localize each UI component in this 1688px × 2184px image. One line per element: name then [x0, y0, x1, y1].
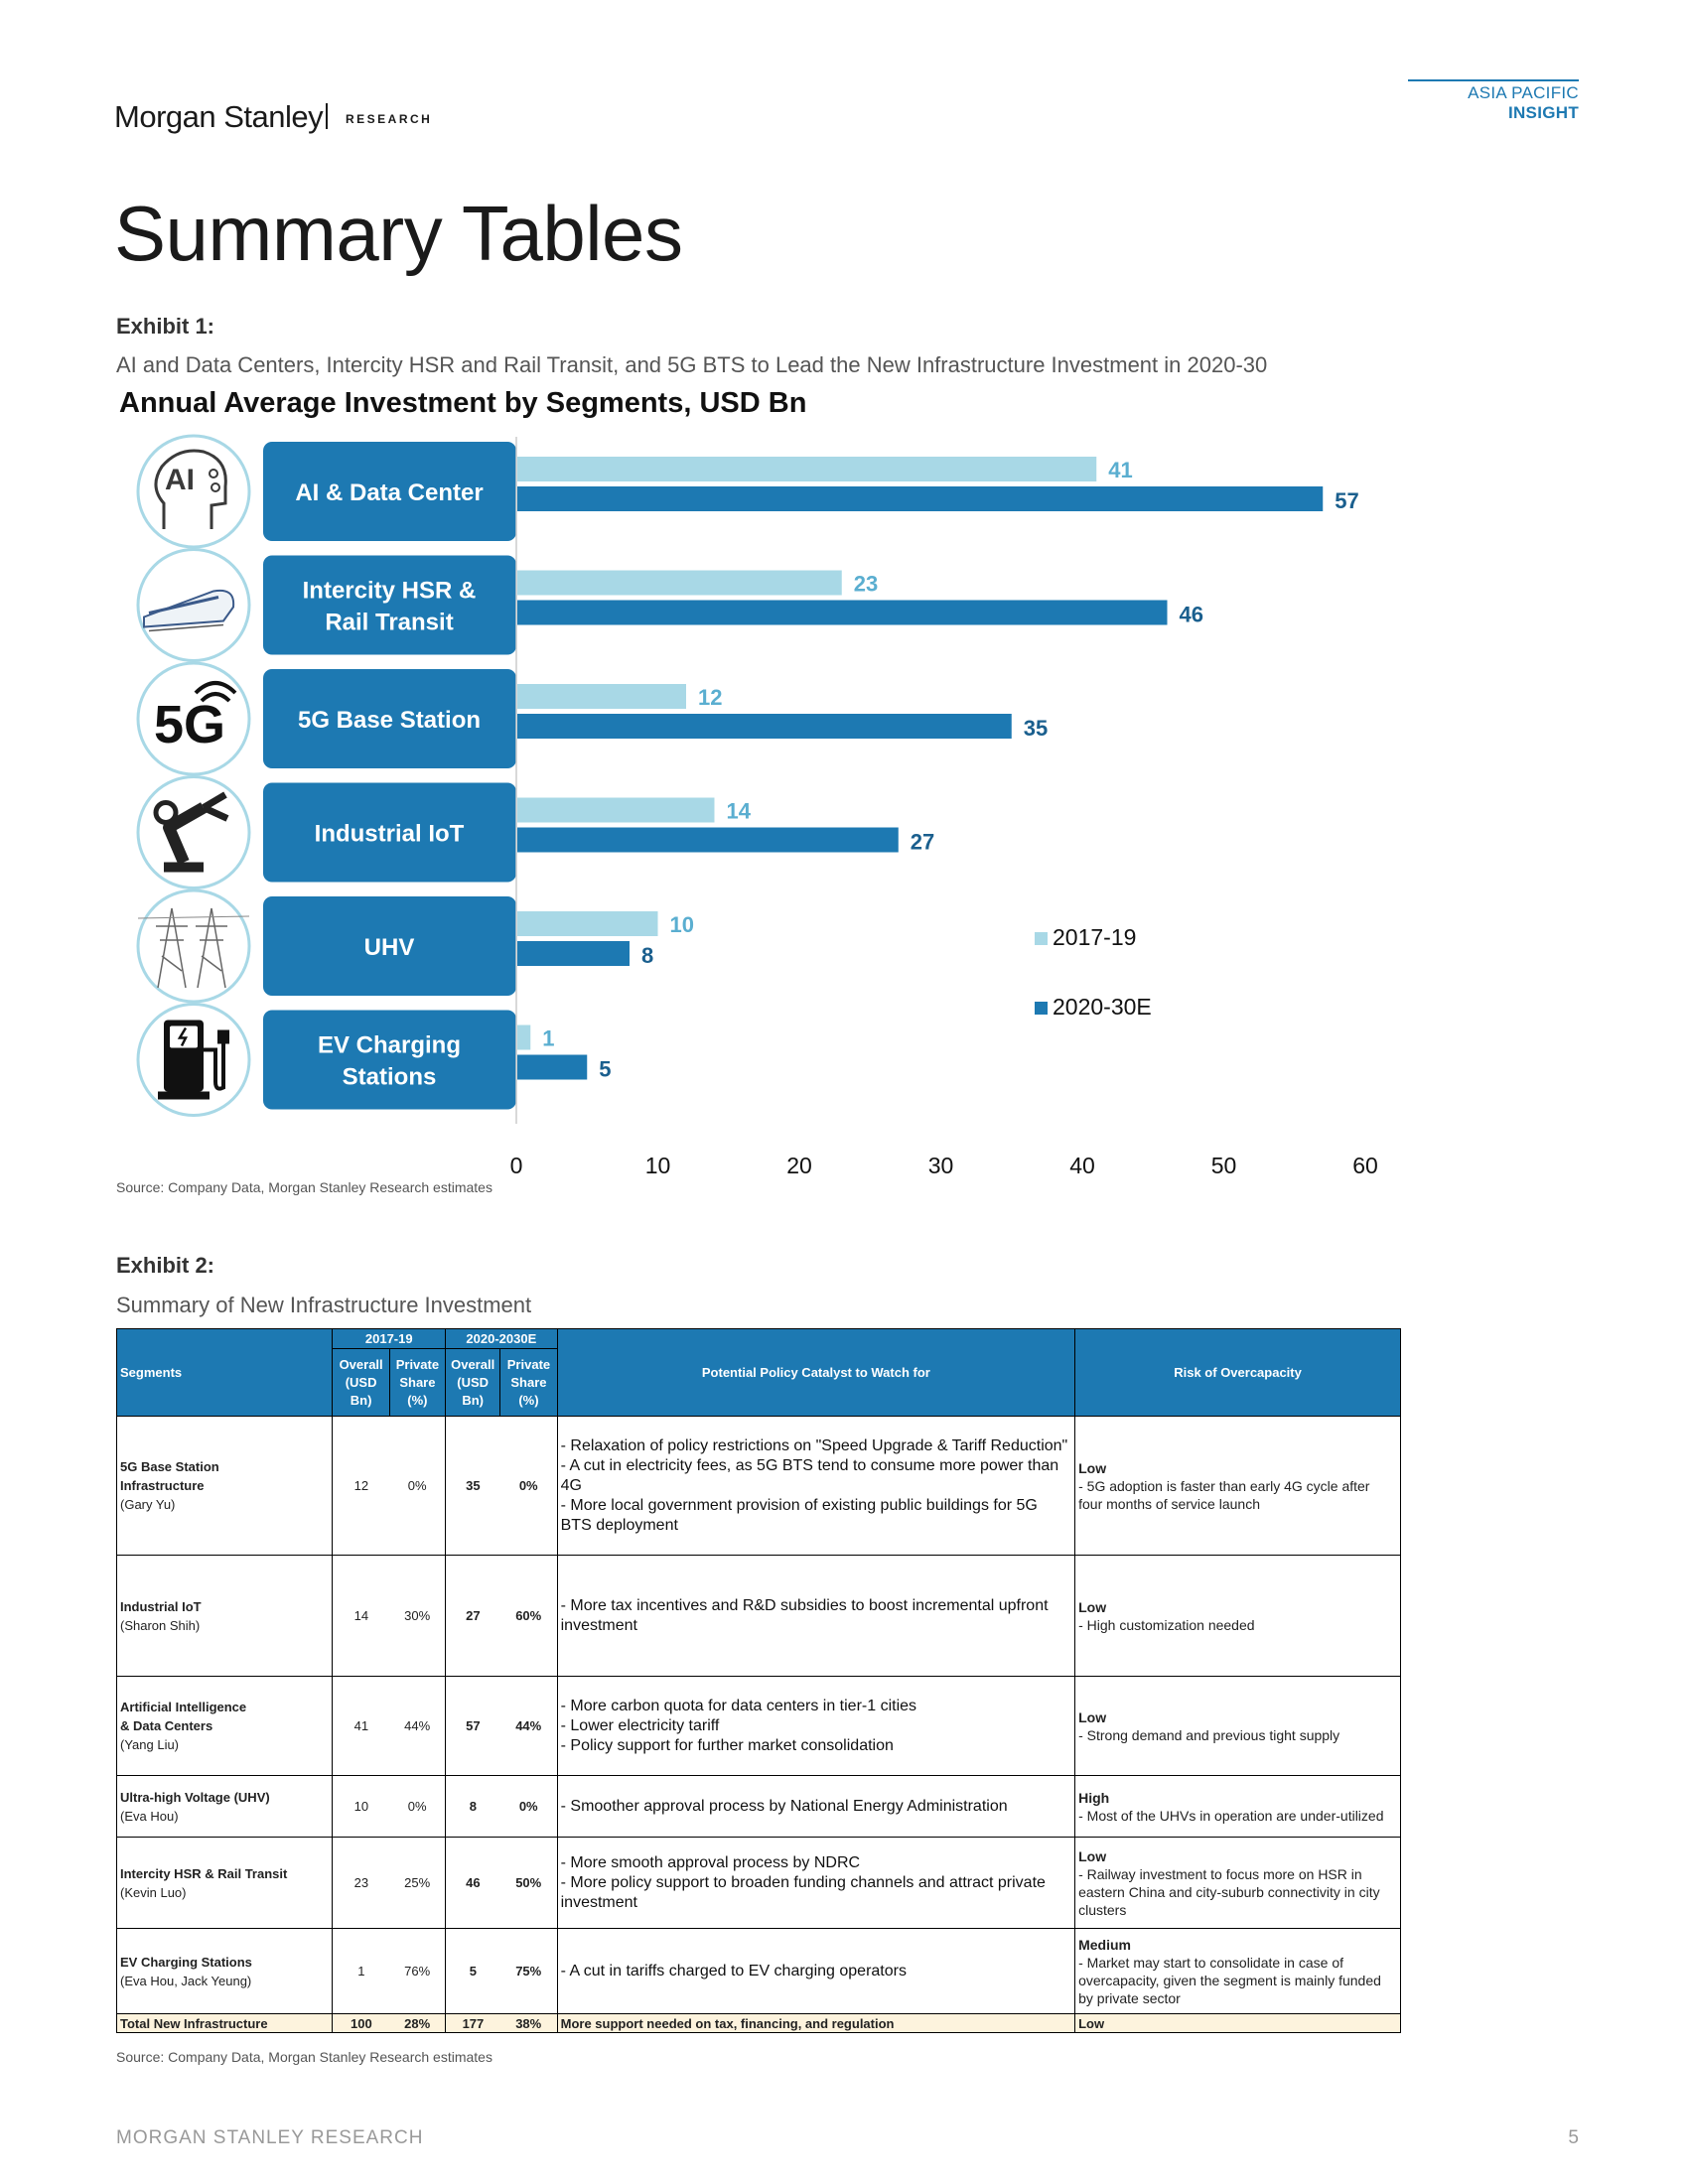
page-number: 5 [1568, 2127, 1579, 2148]
x-tick-label: 40 [1069, 1153, 1095, 1176]
data-label: 14 [726, 798, 751, 824]
segment-name: Infrastructure [120, 1478, 205, 1493]
table-row [117, 1677, 1401, 1776]
private-2020-30e: 75% [500, 1929, 557, 2014]
section-label: RESEARCH [346, 112, 433, 126]
analyst-name: (Kevin Luo) [120, 1884, 187, 1900]
total-segment: Total New Infrastructure [117, 2014, 333, 2033]
segment-name: 5G Base Station [120, 1459, 219, 1474]
private-2017-19: 0% [389, 1417, 445, 1556]
overall-2020-30e: 46 [446, 1838, 500, 1929]
data-label: 23 [853, 571, 879, 597]
x-tick-label: 30 [927, 1153, 954, 1176]
header-policy: Potential Policy Catalyst to Watch for [557, 1329, 1074, 1417]
data-label: 27 [910, 829, 935, 855]
x-tick-label: 60 [1352, 1153, 1378, 1176]
overall-2017-19: 10 [333, 1776, 389, 1838]
risk-cell [1075, 1838, 1401, 1929]
private-2017-19: 76% [389, 1929, 445, 2014]
private-2020-30e: 60% [500, 1556, 557, 1677]
robot-joint-icon [156, 803, 176, 823]
total-overall-2: 177 [446, 2014, 500, 2033]
table-row [117, 1929, 1401, 2014]
private-2017-19: 44% [389, 1677, 445, 1776]
risk-text: - 5G adoption is faster than early 4G cycle after four months of service launch [1078, 1477, 1370, 1512]
robot-base-icon [164, 863, 204, 873]
category-label: Intercity HSR & [302, 577, 477, 605]
category-label: Rail Transit [325, 609, 454, 636]
exhibit1-chart [114, 382, 1425, 1176]
policy-cell [557, 1776, 1074, 1838]
table-row [117, 1776, 1401, 1838]
policy-item: - Policy support for further market consolidation [560, 1736, 894, 1754]
policy-item: - More policy support to broaden funding channels and attract private investment [560, 1873, 1046, 1911]
segment-cell [117, 1417, 333, 1556]
chart-category-boxes [263, 442, 516, 1110]
brand-divider [326, 103, 328, 129]
footer-text: MORGAN STANLEY RESEARCH [116, 2127, 424, 2148]
data-label: 5 [599, 1056, 612, 1082]
risk-level: Low [1078, 1598, 1107, 1615]
segment-name: Ultra-high Voltage (UHV) [120, 1789, 270, 1805]
summary-table [116, 1328, 1401, 2033]
segment-cell [117, 1776, 333, 1838]
table-row [117, 1417, 1401, 1556]
risk-cell [1075, 1556, 1401, 1677]
insight-label [1408, 83, 1579, 123]
data-label: 1 [542, 1025, 555, 1051]
insight-rule [1408, 79, 1579, 81]
risk-text: - High customization needed [1078, 1616, 1255, 1633]
overall-2020-30e: 8 [446, 1776, 500, 1838]
table-total-row [117, 2014, 1401, 2033]
policy-item: - More carbon quota for data centers in tier-1 cities [560, 1697, 917, 1714]
segment-name: & Data Centers [120, 1718, 213, 1733]
private-2020-30e: 44% [500, 1677, 557, 1776]
table-row [117, 1556, 1401, 1677]
risk-text: - Railway investment to focus more on HSR in eastern China and city-suburb connectivity in city clusters [1078, 1865, 1380, 1918]
x-tick-label: 10 [644, 1153, 671, 1176]
header-period-2017-19: 2017-19 [333, 1329, 446, 1349]
risk-cell [1075, 1776, 1401, 1838]
total-overall-1: 100 [333, 2014, 389, 2033]
header-period-2020-2030e: 2020-2030E [446, 1329, 558, 1349]
bar-2020-30E-1 [517, 486, 1323, 511]
bar-2020-30E-6 [517, 1055, 587, 1080]
header-segments: Segments [117, 1329, 333, 1417]
category-box [263, 556, 516, 655]
header-private-2: Private Share (%) [500, 1349, 557, 1417]
page-title: Summary Tables [114, 190, 683, 277]
category-label: Industrial IoT [314, 820, 465, 848]
overall-2020-30e: 27 [446, 1556, 500, 1677]
segment-name: Artificial Intelligence [120, 1700, 247, 1714]
charger-plug-icon [217, 1030, 229, 1044]
risk-level: Low [1078, 1459, 1107, 1476]
exhibit2-source: Source: Company Data, Morgan Stanley Research estimates [116, 2049, 492, 2065]
overall-2020-30e: 5 [446, 1929, 500, 2014]
category-label: UHV [363, 934, 415, 961]
risk-cell [1075, 1929, 1401, 2014]
insight-word: INSIGHT [1507, 103, 1579, 122]
bar-2017-19-2 [517, 571, 842, 596]
analyst-name: (Eva Hou) [120, 1808, 179, 1824]
risk-cell [1075, 1417, 1401, 1556]
overall-2017-19: 12 [333, 1417, 389, 1556]
ai-icon-letters: AI [165, 464, 195, 496]
overall-2017-19: 23 [333, 1838, 389, 1929]
overall-2017-19: 1 [333, 1929, 389, 2014]
private-2020-30e: 0% [500, 1776, 557, 1838]
policy-item: - A cut in electricity fees, as 5G BTS tend to consume more power than 4G [560, 1456, 1059, 1494]
private-2017-19: 25% [389, 1838, 445, 1929]
exhibit2-subtitle: Summary of New Infrastructure Investment [116, 1293, 532, 1317]
legend-swatch [1035, 1002, 1048, 1015]
data-label: 8 [641, 943, 654, 968]
x-tick-label: 50 [1210, 1153, 1237, 1176]
segment-name: Industrial IoT [120, 1598, 202, 1614]
analyst-name: (Sharon Shih) [120, 1617, 201, 1633]
policy-item: - A cut in tariffs charged to EV charging operators [560, 1962, 907, 1979]
legend-label: 2017-19 [1053, 924, 1137, 950]
header-overall-1: Overall (USD Bn) [333, 1349, 389, 1417]
header-risk: Risk of Overcapacity [1075, 1329, 1401, 1417]
category-label: EV Charging [317, 1031, 462, 1059]
exhibit1-label: Exhibit 1: [116, 314, 215, 339]
policy-item: - Smoother approval process by National Energy Administration [560, 1797, 1008, 1815]
table-row [117, 1838, 1401, 1929]
risk-level: Low [1078, 1708, 1107, 1725]
analyst-name: (Gary Yu) [120, 1497, 176, 1512]
policy-item: - More tax incentives and R&D subsidies to boost incremental upfront investment [560, 1596, 1049, 1634]
chart-icons [138, 436, 249, 1116]
policy-cell [557, 1677, 1074, 1776]
segment-cell [117, 1677, 333, 1776]
legend-swatch [1035, 932, 1048, 945]
chart-bars [517, 457, 1359, 1082]
category-label: Stations [342, 1063, 437, 1091]
segment-cell [117, 1838, 333, 1929]
chart-ticks [510, 1153, 1378, 1176]
private-2020-30e: 0% [500, 1417, 557, 1556]
bar-2017-19-4 [517, 798, 715, 823]
overall-2020-30e: 57 [446, 1677, 500, 1776]
total-private-2: 38% [500, 2014, 557, 2033]
risk-level: Low [1078, 1847, 1107, 1864]
brand-logo: Morgan Stanley [114, 99, 324, 134]
legend-label: 2020-30E [1053, 994, 1152, 1020]
bar-2020-30E-3 [517, 714, 1012, 739]
overall-2020-30e: 35 [446, 1417, 500, 1556]
insight-region: ASIA PACIFIC [1468, 83, 1579, 102]
data-label: 57 [1335, 488, 1359, 513]
risk-cell [1075, 1677, 1401, 1776]
exhibit1-subtitle: AI and Data Centers, Intercity HSR and Rail Transit, and 5G BTS to Lead the New Infrastructure Investment in 2020-30 [116, 352, 1268, 377]
risk-level: Medium [1078, 1936, 1131, 1953]
risk-text: - Strong demand and previous tight supply [1078, 1726, 1340, 1743]
bar-2017-19-6 [517, 1025, 530, 1050]
policy-item: - Relaxation of policy restrictions on "Speed Upgrade & Tariff Reduction" [560, 1436, 1068, 1454]
bar-2020-30E-4 [517, 828, 899, 853]
category-label: AI & Data Center [295, 479, 484, 506]
x-tick-label: 20 [786, 1153, 812, 1176]
exhibit2-label: Exhibit 2: [116, 1253, 215, 1278]
total-policy: More support needed on tax, financing, and regulation [557, 2014, 1074, 2033]
segment-name: Intercity HSR & Rail Transit [120, 1865, 288, 1881]
data-label: 46 [1179, 602, 1203, 627]
header-private-1: Private Share (%) [389, 1349, 445, 1417]
segment-name: EV Charging Stations [120, 1954, 252, 1970]
data-label: 10 [669, 912, 694, 937]
data-label: 12 [698, 685, 723, 710]
private-2017-19: 0% [389, 1776, 445, 1838]
total-risk: Low [1075, 2014, 1401, 2033]
chart-title: Annual Average Investment by Segments, USD Bn [119, 387, 807, 419]
header-overall-2: Overall (USD Bn) [446, 1349, 500, 1417]
total-private-1: 28% [389, 2014, 445, 2033]
segment-cell [117, 1556, 333, 1677]
overall-2017-19: 14 [333, 1556, 389, 1677]
category-label: 5G Base Station [297, 707, 482, 734]
policy-cell [557, 1556, 1074, 1677]
overall-2017-19: 41 [333, 1677, 389, 1776]
analyst-name: (Eva Hou, Jack Yeung) [120, 1973, 252, 1988]
policy-item: - Lower electricity tariff [560, 1716, 720, 1734]
charger-base-icon [158, 1092, 210, 1100]
policy-item: - More local government provision of existing public buildings for 5G BTS deployment [560, 1496, 1038, 1534]
transmission-tower-icon [138, 890, 249, 1002]
bar-2020-30E-2 [517, 601, 1168, 625]
x-tick-label: 0 [509, 1153, 523, 1176]
bar-2017-19-1 [517, 457, 1096, 481]
analyst-name: (Yang Liu) [120, 1737, 180, 1752]
category-box [263, 1011, 516, 1110]
risk-level: High [1078, 1789, 1110, 1806]
risk-text: - Most of the UHVs in operation are under-utilized [1078, 1807, 1384, 1824]
policy-cell [557, 1417, 1074, 1556]
bar-2017-19-3 [517, 684, 686, 709]
data-label: 41 [1108, 458, 1133, 482]
risk-text: - Market may start to consolidate in case of overcapacity, given the segment is mainly funded by private sector [1078, 1954, 1381, 2006]
segment-cell [117, 1929, 333, 2014]
policy-cell [557, 1929, 1074, 2014]
policy-item: - More smooth approval process by NDRC [560, 1853, 861, 1871]
chart-legend [1035, 924, 1152, 1020]
private-2017-19: 30% [389, 1556, 445, 1677]
5g-icon-letters: 5G [153, 695, 226, 754]
private-2020-30e: 50% [500, 1838, 557, 1929]
bar-2017-19-5 [517, 911, 658, 936]
policy-cell [557, 1838, 1074, 1929]
bar-2020-30E-5 [517, 941, 630, 966]
exhibit1-source: Source: Company Data, Morgan Stanley Research estimates [116, 1179, 492, 1195]
data-label: 35 [1023, 716, 1049, 741]
